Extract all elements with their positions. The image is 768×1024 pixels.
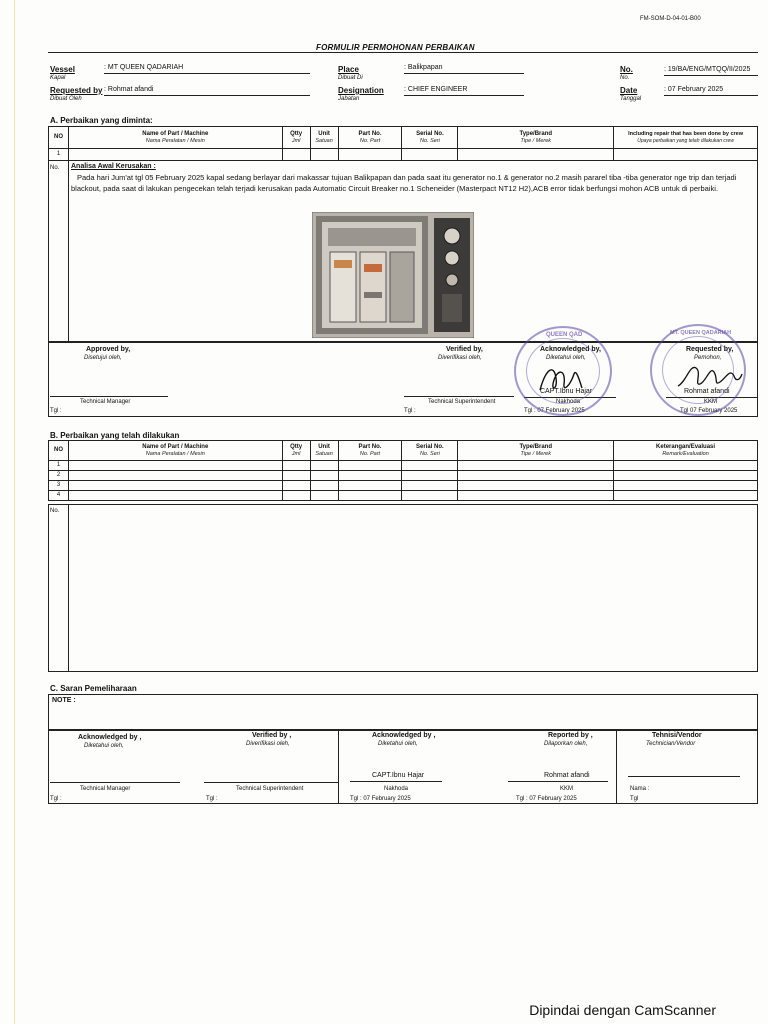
c-reported-role: KKM (560, 786, 574, 792)
b-col-header-qtty: Qtty Jml (282, 441, 310, 461)
c-ack2-date: Tgl : 07 February 2025 (350, 796, 411, 802)
c-vendor-tgl: Tgl (630, 796, 639, 802)
b-col-header-remark: Keterangan/Evaluasi Remark/Evaluation (614, 441, 758, 461)
col-header-partno: Part No. No. Part (338, 127, 402, 149)
section-b-title: B. Perbaikan yang telah dilakukan (50, 431, 180, 440)
approved-label: Approved by, (86, 346, 131, 353)
c-ack-sub: Diketahui oleh, (84, 743, 124, 749)
requested-by-date: Tgl 07 February 2025 (680, 408, 738, 414)
no-underline (664, 75, 758, 76)
section-a-header-row (49, 127, 758, 149)
note-box (48, 694, 758, 730)
b-col-header-partno: Part No. No. Part (338, 441, 402, 461)
c-ack-label: Acknowledged by , (78, 734, 142, 741)
requested-value: : Rohmat afandi (104, 86, 154, 93)
table-row: 2 (49, 471, 758, 481)
table-row: 3 (49, 481, 758, 491)
verified-label: Verified by, (446, 346, 483, 353)
c-verified-sub: Diverifikasi oleh, (246, 741, 290, 747)
c-reported-date: Tgl : 07 February 2025 (516, 796, 577, 802)
vessel-underline (104, 73, 310, 74)
place-value: : Balikpapan (404, 64, 443, 71)
section-b-table (48, 440, 758, 501)
date-underline (664, 95, 758, 96)
c-verified-role: Technical Superintendent (236, 786, 304, 792)
section-b-notes-box (48, 504, 758, 672)
c-ack-tgl: Tgl : (50, 796, 62, 802)
place-sub: Dibuat Di (338, 75, 363, 81)
c-vendor-name: Nama : (630, 786, 650, 792)
section-b-no-label: No. (50, 508, 60, 514)
section-b-header-row (49, 441, 758, 461)
col-header-part: Name of Part / Machine Nama Peralatan / Mesin (68, 127, 282, 149)
place-label: Place (338, 65, 359, 74)
designation-sub: Jabatan (338, 96, 360, 102)
c-verified-label: Verified by , (252, 732, 292, 739)
place-underline (404, 73, 524, 74)
c-ack2-role: Nakhoda (384, 786, 409, 792)
section-a-row-1 (49, 149, 758, 161)
ship-stamp-left: QUEEN QAD (514, 326, 612, 416)
approved-tgl: Tgl : (50, 408, 62, 414)
vessel-label: Vessel (50, 65, 75, 74)
c-ack2-sub: Diketahui oleh, (378, 741, 418, 747)
captain-signature (536, 360, 586, 396)
designation-value: : CHIEF ENGINEER (404, 86, 468, 93)
c-reported-name: Rohmat afandi (544, 772, 590, 779)
no-sub: No. (620, 75, 630, 81)
c-ack-role: Technical Manager (80, 786, 131, 792)
c-verified-tgl: Tgl : (206, 796, 218, 802)
c-ack2-label: Acknowledged by , (372, 732, 436, 739)
table-row: 4 (49, 491, 758, 501)
col-header-no: NO (49, 127, 69, 149)
camscanner-watermark: Dipindai dengan CamScanner (529, 1002, 716, 1018)
form-code: FM-SOM-D-04-01-B00 (640, 16, 701, 22)
acknowledged-role: Nakhoda (556, 399, 581, 405)
no-label: No. (620, 65, 633, 74)
approved-role: Technical Manager (80, 399, 131, 405)
row-no: 1 (49, 149, 69, 161)
requested-by-label: Requested by, (686, 346, 734, 353)
acknowledged-sub: Diketahui oleh, (546, 355, 586, 361)
header-top-line (48, 52, 758, 53)
designation-label: Designation (338, 86, 384, 95)
col-header-qtty: Qtty Jml (282, 127, 310, 149)
requested-label: Requested by (50, 86, 103, 95)
analysis-divider (68, 160, 69, 342)
c-vendor-label: Tehnisi/Vendor (652, 732, 702, 739)
col-header-repair: Including repair that has been done by crew Upaya perbaikan yang telah dilakukan crew (614, 127, 758, 149)
acknowledged-date: Tgl : 07 February 2025 (524, 408, 585, 414)
requested-sub: Dibuat Oleh (50, 96, 82, 102)
b-col-header-type: Type/Brand Tipe / Merek (458, 441, 614, 461)
ship-stamp-right: MT. QUEEN QADARIAH (650, 324, 746, 416)
verified-tgl: Tgl : (404, 408, 416, 414)
col-header-unit: Unit Satuan (310, 127, 338, 149)
analysis-no-label: No. (50, 165, 60, 171)
approved-sub: Disetujui oleh, (84, 355, 122, 361)
b-col-header-no: NO (49, 441, 69, 461)
b-col-header-serial: Serial No. No. Seri (402, 441, 458, 461)
acknowledged-name: CAPT.Ibnu Hajar (540, 388, 593, 395)
requested-by-sub: Pemohon, (694, 355, 722, 361)
date-value: : 07 February 2025 (664, 86, 724, 93)
c-ack2-name: CAPT.Ibnu Hajar (372, 772, 425, 779)
requested-underline (104, 95, 310, 96)
requested-by-role: KKM (704, 399, 718, 405)
designation-underline (404, 95, 524, 96)
section-c-title: C. Saran Pemeliharaan (50, 684, 137, 693)
b-col-header-unit: Unit Satuan (310, 441, 338, 461)
analysis-title: Analisa Awal Kerusakan : (71, 163, 156, 170)
date-sub: Tanggal (620, 96, 642, 102)
verified-sub: Diverifikasi oleh, (438, 355, 482, 361)
c-vendor-sub: Technician/Vendor (646, 741, 696, 747)
section-a-table (48, 126, 758, 161)
no-value: : 19/BA/ENG/MTQQ/II/2025 (664, 66, 751, 73)
chief-engineer-signature (676, 358, 744, 392)
vessel-value: : MT QUEEN QADARIAH (104, 64, 184, 71)
requested-by-name: Rohmat afandi (684, 388, 730, 395)
note-label: NOTE : (52, 697, 76, 704)
date-label: Date (620, 86, 638, 95)
page-edge (14, 0, 15, 1024)
col-header-type: Type/Brand Tipe / Merek (458, 127, 614, 149)
table-row: 1 (49, 461, 758, 471)
analysis-text: Pada hari Jum'at tgl 05 February 2025 kapal sedang berlayar dari makassar tujuan Balikpapan dan pada saat itu generator no.1 & generator no.2 masih pararel tiba -tiba generator nge trip dan terjadi blackout, pada saat di lakukan pengecekan telah terjadi kerusakan pada Automatic Circuit Breaker no.1 Scheneider (Masterpact NT12 H2),ACB error tidak berfungsi mohon ACB untuk di perbaiki. (71, 173, 737, 193)
b-col-header-part: Name of Part / Machine Nama Peralatan / Mesin (68, 441, 282, 461)
acknowledged-label: Acknowledged by, (540, 346, 601, 353)
section-a-title: A. Perbaikan yang diminta: (50, 116, 153, 125)
col-header-serial: Serial No. No. Seri (402, 127, 458, 149)
acb-panel-photo (312, 212, 474, 338)
vessel-sub: Kapal (50, 75, 66, 81)
verified-role: Technical Superintendent (428, 399, 496, 405)
form-title: FORMULIR PERMOHONAN PERBAIKAN (316, 43, 475, 52)
c-reported-sub: Dilaporkan oleh, (544, 741, 588, 747)
c-reported-label: Reported by , (548, 732, 593, 739)
